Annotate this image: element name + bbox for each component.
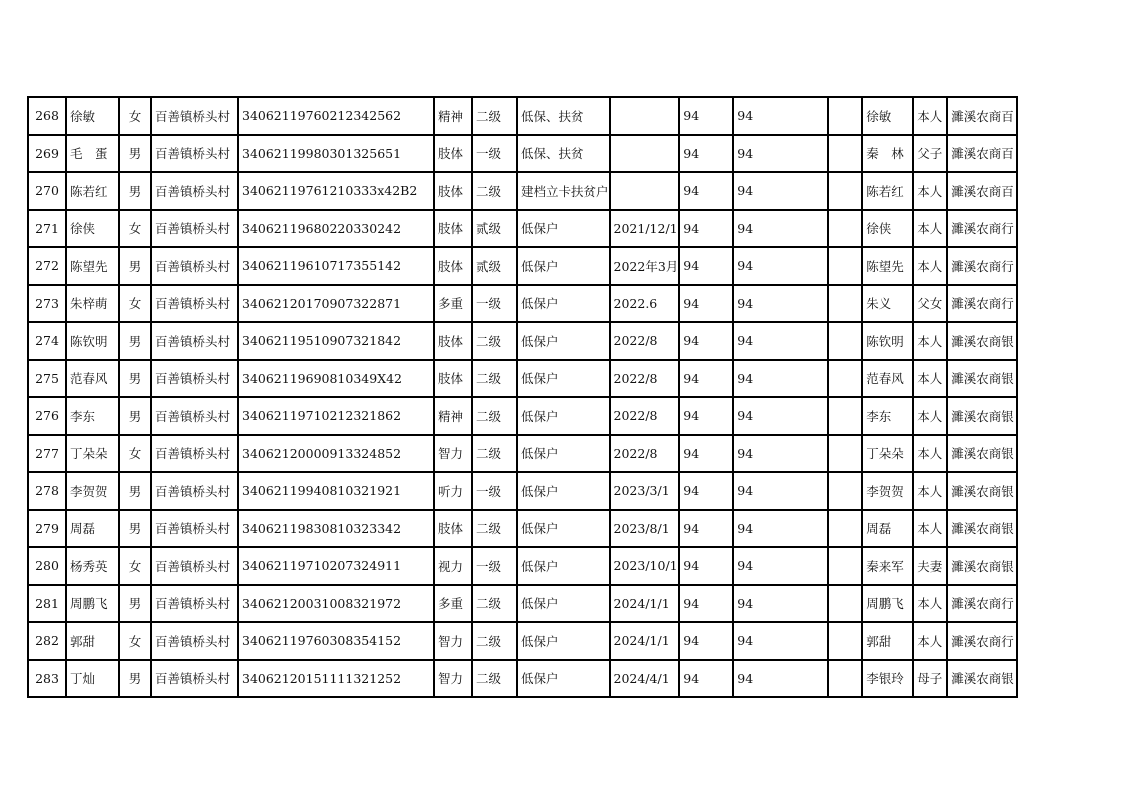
address-cell: 百善镇桥头村 (151, 210, 238, 248)
remark-cell (828, 247, 862, 285)
sex-cell: 男 (119, 585, 151, 623)
name-cell: 丁朵朵 (66, 435, 119, 473)
name-cell: 徐侠 (66, 210, 119, 248)
disability-type-cell: 肢体 (434, 210, 472, 248)
amount-cell: 94 (733, 360, 828, 398)
amount-cell: 94 (679, 210, 733, 248)
start-date-cell: 2024/1/1 (610, 622, 680, 660)
sex-cell: 男 (119, 247, 151, 285)
id-number-cell: 34062119690810349X42 (238, 360, 434, 398)
table-row (28, 247, 1017, 285)
start-date-cell: 2024/4/1 (610, 660, 680, 698)
start-date-cell: 2022年3月 (610, 247, 680, 285)
sex-cell: 男 (119, 172, 151, 210)
table-row (28, 472, 1017, 510)
table-row (28, 135, 1017, 173)
relation-cell: 母子 (913, 660, 947, 698)
category-cell: 低保户 (517, 510, 610, 548)
address-cell: 百善镇桥头村 (151, 172, 238, 210)
amount-cell: 94 (679, 622, 733, 660)
disability-type-cell: 多重 (434, 285, 472, 323)
sex-cell: 女 (119, 435, 151, 473)
amount-cell: 94 (679, 547, 733, 585)
id-number-cell: 34062119761210333x42B2 (238, 172, 434, 210)
id-number-cell: 34062119710207324911 (238, 547, 434, 585)
payee-name-cell: 秦 林 (862, 135, 913, 173)
address-cell: 百善镇桥头村 (151, 547, 238, 585)
name-cell: 毛 蛋 (66, 135, 119, 173)
address-cell: 百善镇桥头村 (151, 472, 238, 510)
row-number-cell: 275 (28, 360, 66, 398)
sex-cell: 女 (119, 210, 151, 248)
bank-cell: 濉溪农商银 (947, 472, 1017, 510)
amount-cell: 94 (733, 510, 828, 548)
relation-cell: 本人 (913, 622, 947, 660)
category-cell: 低保、扶贫 (517, 97, 610, 135)
remark-cell (828, 172, 862, 210)
table-row (28, 435, 1017, 473)
bank-cell: 濉溪农商银 (947, 322, 1017, 360)
amount-cell: 94 (733, 322, 828, 360)
bank-cell: 濉溪农商行 (947, 585, 1017, 623)
disability-level-cell: 二级 (472, 360, 517, 398)
address-cell: 百善镇桥头村 (151, 622, 238, 660)
remark-cell (828, 585, 862, 623)
disability-type-cell: 肢体 (434, 135, 472, 173)
amount-cell: 94 (733, 135, 828, 173)
row-number-cell: 270 (28, 172, 66, 210)
amount-cell: 94 (679, 172, 733, 210)
remark-cell (828, 285, 862, 323)
table-row (28, 360, 1017, 398)
disability-level-cell: 二级 (472, 585, 517, 623)
sex-cell: 女 (119, 285, 151, 323)
address-cell: 百善镇桥头村 (151, 285, 238, 323)
payee-name-cell: 秦来军 (862, 547, 913, 585)
payee-name-cell: 范春风 (862, 360, 913, 398)
payee-name-cell: 李东 (862, 397, 913, 435)
payee-name-cell: 徐敏 (862, 97, 913, 135)
amount-cell: 94 (733, 435, 828, 473)
sex-cell: 女 (119, 622, 151, 660)
relation-cell: 本人 (913, 247, 947, 285)
id-number-cell: 34062120031008321972 (238, 585, 434, 623)
address-cell: 百善镇桥头村 (151, 585, 238, 623)
name-cell: 杨秀英 (66, 547, 119, 585)
amount-cell: 94 (733, 285, 828, 323)
amount-cell: 94 (733, 585, 828, 623)
disability-level-cell: 一级 (472, 547, 517, 585)
amount-cell: 94 (733, 622, 828, 660)
bank-cell: 濉溪农商百 (947, 172, 1017, 210)
row-number-cell: 280 (28, 547, 66, 585)
id-number-cell: 34062119760308354152 (238, 622, 434, 660)
remark-cell (828, 472, 862, 510)
address-cell: 百善镇桥头村 (151, 660, 238, 698)
address-cell: 百善镇桥头村 (151, 247, 238, 285)
category-cell: 低保户 (517, 247, 610, 285)
sex-cell: 男 (119, 397, 151, 435)
relation-cell: 本人 (913, 585, 947, 623)
amount-cell: 94 (733, 660, 828, 698)
table-row (28, 547, 1017, 585)
bank-cell: 濉溪农商银 (947, 435, 1017, 473)
payee-name-cell: 周鹏飞 (862, 585, 913, 623)
payee-name-cell: 陈若红 (862, 172, 913, 210)
row-number-cell: 283 (28, 660, 66, 698)
disability-type-cell: 肢体 (434, 247, 472, 285)
disability-level-cell: 贰级 (472, 210, 517, 248)
row-number-cell: 273 (28, 285, 66, 323)
remark-cell (828, 360, 862, 398)
name-cell: 徐敏 (66, 97, 119, 135)
remark-cell (828, 547, 862, 585)
table-row (28, 660, 1017, 698)
amount-cell: 94 (679, 247, 733, 285)
name-cell: 丁灿 (66, 660, 119, 698)
id-number-cell: 34062119940810321921 (238, 472, 434, 510)
disability-type-cell: 精神 (434, 97, 472, 135)
disability-type-cell: 听力 (434, 472, 472, 510)
amount-cell: 94 (679, 435, 733, 473)
start-date-cell: 2022.6 (610, 285, 680, 323)
relation-cell: 本人 (913, 472, 947, 510)
row-number-cell: 271 (28, 210, 66, 248)
address-cell: 百善镇桥头村 (151, 97, 238, 135)
table-row (28, 510, 1017, 548)
id-number-cell: 34062119510907321842 (238, 322, 434, 360)
disability-type-cell: 肢体 (434, 172, 472, 210)
start-date-cell: 2022/8 (610, 322, 680, 360)
disability-level-cell: 二级 (472, 397, 517, 435)
id-number-cell: 34062119610717355142 (238, 247, 434, 285)
name-cell: 陈钦明 (66, 322, 119, 360)
start-date-cell: 2023/8/1 (610, 510, 680, 548)
address-cell: 百善镇桥头村 (151, 360, 238, 398)
remark-cell (828, 397, 862, 435)
remark-cell (828, 135, 862, 173)
category-cell: 低保户 (517, 622, 610, 660)
start-date-cell: 2023/10/1 (610, 547, 680, 585)
category-cell: 低保、扶贫 (517, 135, 610, 173)
name-cell: 郭甜 (66, 622, 119, 660)
row-number-cell: 269 (28, 135, 66, 173)
amount-cell: 94 (733, 97, 828, 135)
name-cell: 李东 (66, 397, 119, 435)
category-cell: 低保户 (517, 322, 610, 360)
payee-name-cell: 徐侠 (862, 210, 913, 248)
row-number-cell: 279 (28, 510, 66, 548)
remark-cell (828, 435, 862, 473)
disability-type-cell: 智力 (434, 435, 472, 473)
row-number-cell: 274 (28, 322, 66, 360)
disability-level-cell: 二级 (472, 660, 517, 698)
disability-level-cell: 二级 (472, 322, 517, 360)
table-row (28, 172, 1017, 210)
bank-cell: 濉溪农商行 (947, 285, 1017, 323)
disability-level-cell: 一级 (472, 135, 517, 173)
bank-cell: 濉溪农商银 (947, 660, 1017, 698)
payee-name-cell: 郭甜 (862, 622, 913, 660)
amount-cell: 94 (733, 547, 828, 585)
category-cell: 低保户 (517, 660, 610, 698)
relation-cell: 本人 (913, 97, 947, 135)
disability-type-cell: 肢体 (434, 360, 472, 398)
id-number-cell: 34062120000913324852 (238, 435, 434, 473)
bank-cell: 濉溪农商百 (947, 135, 1017, 173)
bank-cell: 濉溪农商银 (947, 510, 1017, 548)
amount-cell: 94 (679, 285, 733, 323)
disability-type-cell: 视力 (434, 547, 472, 585)
name-cell: 朱梓萌 (66, 285, 119, 323)
relation-cell: 本人 (913, 397, 947, 435)
start-date-cell: 2022/8 (610, 435, 680, 473)
category-cell: 低保户 (517, 472, 610, 510)
sex-cell: 女 (119, 547, 151, 585)
sex-cell: 女 (119, 97, 151, 135)
sex-cell: 男 (119, 660, 151, 698)
disability-level-cell: 一级 (472, 285, 517, 323)
amount-cell: 94 (679, 135, 733, 173)
bank-cell: 濉溪农商银 (947, 360, 1017, 398)
bank-cell: 濉溪农商行 (947, 247, 1017, 285)
table-row (28, 397, 1017, 435)
category-cell: 低保户 (517, 285, 610, 323)
amount-cell: 94 (679, 397, 733, 435)
amount-cell: 94 (679, 585, 733, 623)
disability-type-cell: 精神 (434, 397, 472, 435)
category-cell: 低保户 (517, 397, 610, 435)
start-date-cell: 2023/3/1 (610, 472, 680, 510)
start-date-cell: 2022/8 (610, 397, 680, 435)
address-cell: 百善镇桥头村 (151, 510, 238, 548)
payee-name-cell: 李贺贺 (862, 472, 913, 510)
amount-cell: 94 (679, 97, 733, 135)
remark-cell (828, 322, 862, 360)
start-date-cell: 2024/1/1 (610, 585, 680, 623)
address-cell: 百善镇桥头村 (151, 435, 238, 473)
table-row (28, 285, 1017, 323)
id-number-cell: 34062120170907322871 (238, 285, 434, 323)
amount-cell: 94 (679, 510, 733, 548)
start-date-cell (610, 97, 680, 135)
sex-cell: 男 (119, 510, 151, 548)
start-date-cell (610, 135, 680, 173)
remark-cell (828, 510, 862, 548)
disability-level-cell: 二级 (472, 622, 517, 660)
category-cell: 低保户 (517, 435, 610, 473)
address-cell: 百善镇桥头村 (151, 322, 238, 360)
address-cell: 百善镇桥头村 (151, 135, 238, 173)
start-date-cell: 2022/8 (610, 360, 680, 398)
payee-name-cell: 朱义 (862, 285, 913, 323)
payee-name-cell: 丁朵朵 (862, 435, 913, 473)
id-number-cell: 34062119710212321862 (238, 397, 434, 435)
disability-type-cell: 智力 (434, 660, 472, 698)
disability-type-cell: 智力 (434, 622, 472, 660)
disability-level-cell: 二级 (472, 435, 517, 473)
remark-cell (828, 210, 862, 248)
remark-cell (828, 97, 862, 135)
row-number-cell: 276 (28, 397, 66, 435)
name-cell: 范春风 (66, 360, 119, 398)
disability-level-cell: 二级 (472, 172, 517, 210)
bank-cell: 濉溪农商银 (947, 397, 1017, 435)
bank-cell: 濉溪农商银 (947, 547, 1017, 585)
disability-type-cell: 多重 (434, 585, 472, 623)
id-number-cell: 34062119980301325651 (238, 135, 434, 173)
disability-type-cell: 肢体 (434, 322, 472, 360)
payee-name-cell: 李银玲 (862, 660, 913, 698)
relation-cell: 本人 (913, 172, 947, 210)
row-number-cell: 272 (28, 247, 66, 285)
relation-cell: 父女 (913, 285, 947, 323)
table-row (28, 585, 1017, 623)
disability-level-cell: 二级 (472, 97, 517, 135)
disability-level-cell: 一级 (472, 472, 517, 510)
sex-cell: 男 (119, 472, 151, 510)
category-cell: 低保户 (517, 585, 610, 623)
name-cell: 周磊 (66, 510, 119, 548)
payee-name-cell: 陈望先 (862, 247, 913, 285)
relation-cell: 本人 (913, 435, 947, 473)
amount-cell: 94 (733, 397, 828, 435)
relation-cell: 本人 (913, 210, 947, 248)
table-row (28, 97, 1017, 135)
subsidy-table (27, 96, 1018, 698)
sex-cell: 男 (119, 135, 151, 173)
relation-cell: 夫妻 (913, 547, 947, 585)
amount-cell: 94 (679, 360, 733, 398)
name-cell: 陈若红 (66, 172, 119, 210)
payee-name-cell: 周磊 (862, 510, 913, 548)
name-cell: 陈望先 (66, 247, 119, 285)
bank-cell: 濉溪农商行 (947, 210, 1017, 248)
address-cell: 百善镇桥头村 (151, 397, 238, 435)
category-cell: 建档立卡扶贫户 (517, 172, 610, 210)
remark-cell (828, 622, 862, 660)
payee-name-cell: 陈钦明 (862, 322, 913, 360)
start-date-cell: 2021/12/1 (610, 210, 680, 248)
amount-cell: 94 (679, 660, 733, 698)
row-number-cell: 278 (28, 472, 66, 510)
name-cell: 李贺贺 (66, 472, 119, 510)
table-row (28, 622, 1017, 660)
amount-cell: 94 (733, 472, 828, 510)
relation-cell: 父子 (913, 135, 947, 173)
sex-cell: 男 (119, 360, 151, 398)
sex-cell: 男 (119, 322, 151, 360)
amount-cell: 94 (679, 322, 733, 360)
disability-level-cell: 二级 (472, 510, 517, 548)
disability-type-cell: 肢体 (434, 510, 472, 548)
amount-cell: 94 (679, 472, 733, 510)
category-cell: 低保户 (517, 547, 610, 585)
table-row (28, 210, 1017, 248)
bank-cell: 濉溪农商行 (947, 622, 1017, 660)
id-number-cell: 34062119830810323342 (238, 510, 434, 548)
id-number-cell: 34062120151111321252 (238, 660, 434, 698)
table-row (28, 322, 1017, 360)
remark-cell (828, 660, 862, 698)
bank-cell: 濉溪农商百 (947, 97, 1017, 135)
name-cell: 周鹏飞 (66, 585, 119, 623)
row-number-cell: 277 (28, 435, 66, 473)
row-number-cell: 268 (28, 97, 66, 135)
category-cell: 低保户 (517, 210, 610, 248)
id-number-cell: 34062119680220330242 (238, 210, 434, 248)
amount-cell: 94 (733, 172, 828, 210)
relation-cell: 本人 (913, 510, 947, 548)
start-date-cell (610, 172, 680, 210)
relation-cell: 本人 (913, 360, 947, 398)
relation-cell: 本人 (913, 322, 947, 360)
row-number-cell: 282 (28, 622, 66, 660)
amount-cell: 94 (733, 247, 828, 285)
id-number-cell: 34062119760212342562 (238, 97, 434, 135)
amount-cell: 94 (733, 210, 828, 248)
row-number-cell: 281 (28, 585, 66, 623)
disability-level-cell: 贰级 (472, 247, 517, 285)
category-cell: 低保户 (517, 360, 610, 398)
